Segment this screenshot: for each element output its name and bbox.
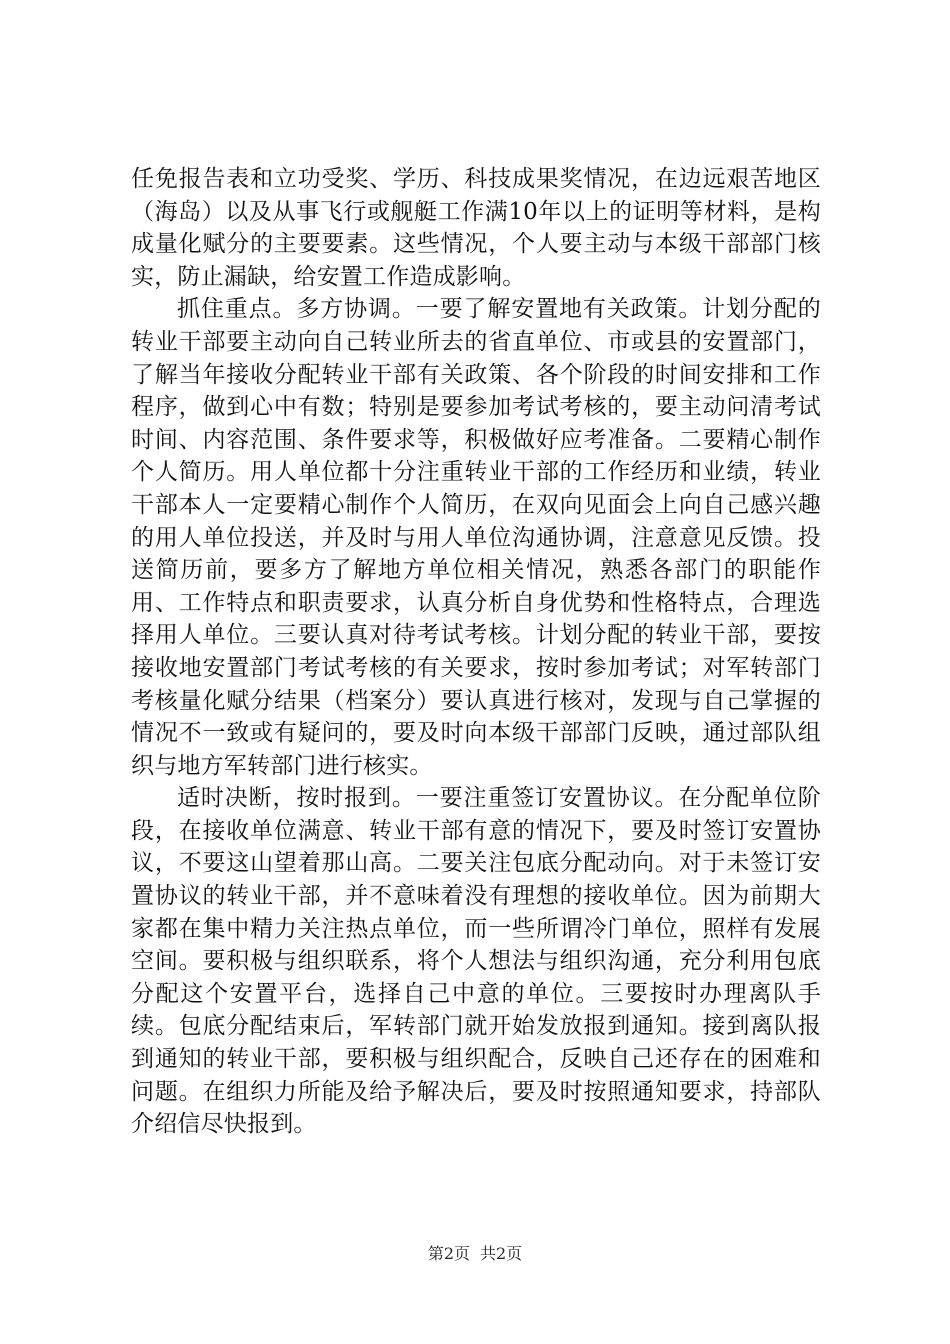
page-total: 共2页: [480, 1244, 523, 1263]
paragraph-continuation: 任免报告表和立功受奖、学历、科技成果奖情况，在边远艰苦地区（海岛）以及从事飞行或舰艇工作满10年以上的证明等材料，是构成量化赋分的主要要素。这些情况，个人要主动与本级干部部门核实，防止漏缺，给安置工作造成影响。: [131, 166, 821, 290]
paragraph-reporting: 适时决断，按时报到。一要注重签订安置协议。在分配单位阶段，在接收单位满意、转业干部有意的情况下，要及时签订安置协议，不要这山望着那山高。二要关注包底分配动向。对于未签订安置协议的转业干部，并不意味着没有理想的接收单位。因为前期大家都在集中精力关注热点单位，而一些所谓冷门单位，照样有发展空间。要积极与组织联系，将个人想法与组织沟通，充分利用包底分配这个安置平台，选择自己中意的单位。三要按时办理离队手续。包底分配结束后，军转部门就开始发放报到通知。接到离队报到通知的转业干部，要积极与组织配合，反映自己还存在的困难和问题。在组织力所能及给予解决后，要及时按照通知要求，持部队介绍信尽快报到。: [131, 785, 821, 1138]
page-footer: [0, 1244, 950, 1264]
document-body: [131, 163, 821, 1141]
page-number: 第2页: [427, 1244, 470, 1263]
paragraph-coordination: 抓住重点。多方协调。一要了解安置地有关政策。计划分配的转业干部要主动向自己转业所去的省直单位、市或县的安置部门，了解当年接收分配转业干部有关政策、各个阶段的时间安排和工作程序，做到心中有数；特别是要参加考试考核的，要主动问清考试时间、内容范围、条件要求等，积极做好应考准备。二要精心制作个人简历。用人单位都十分注重转业干部的工作经历和业绩，转业干部本人一定要精心制作个人简历，在双向见面会上向自己感兴趣的用人单位投送，并及时与用人单位沟通协调，注意意见反馈。投送简历前，要多方了解地方单位相关情况，熟悉各部门的职能作用、工作特点和职责要求，认真分析自身优势和性格特点，合理选择用人单位。三要认真对待考试考核。计划分配的转业干部，要按接收地安置部门考试考核的有关要求，按时参加考试；对军转部门考核量化赋分结果（档案分）要认真进行核对，发现与自己掌握的情况不一致或有疑问的，要及时向本级干部部门反映，通过部队组织与地方军转部门进行核实。: [131, 296, 821, 779]
